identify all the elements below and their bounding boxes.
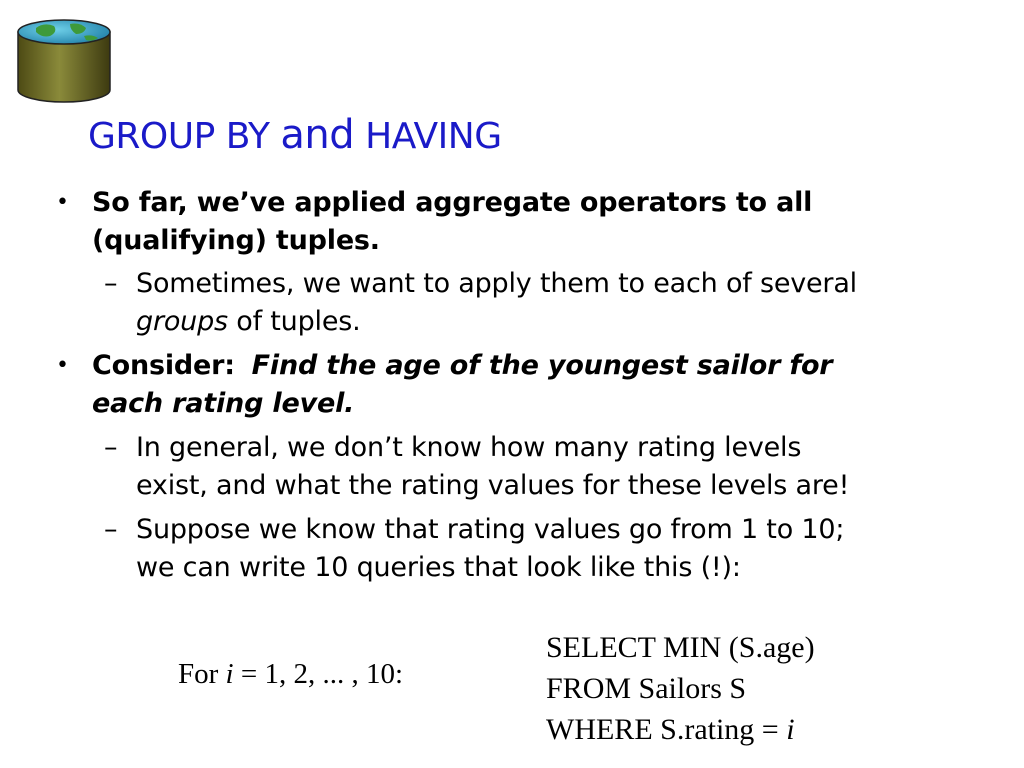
- bullet-marker: •: [56, 353, 69, 378]
- title-part1: GROUP BY: [88, 116, 281, 157]
- loop-var: i: [225, 658, 234, 690]
- query-line2: FROM Sailors S: [546, 672, 747, 705]
- sub1-line2: [136, 304, 360, 340]
- loop-prefix: For: [178, 658, 226, 690]
- sub1-line2-rest: of tuples.: [227, 306, 361, 337]
- query-line3-prefix: WHERE S.rating =: [546, 713, 787, 746]
- bullet1-line1: So far, we’ve applied aggregate operators to all: [92, 187, 813, 218]
- sub1-line1: Sometimes, we want to apply them to each of several: [136, 268, 857, 299]
- bullet2-italic1: Find the age of the youngest sailor for: [251, 350, 833, 381]
- loop-statement: [178, 654, 403, 694]
- bullet2-line2: each rating level.: [92, 388, 355, 419]
- bullet-marker: •: [56, 190, 69, 215]
- sub2-line1: In general, we don’t know how many rating levels: [136, 432, 802, 463]
- query-line1: SELECT MIN (S.age): [546, 631, 815, 664]
- query-line3: [546, 710, 795, 750]
- sub1-groups: groups: [136, 306, 228, 337]
- sub3-line2: we can write 10 queries that look like this (!):: [136, 552, 741, 583]
- bullet2-label: Consider:: [92, 350, 235, 381]
- title-part3: HAVING: [354, 116, 502, 157]
- loop-suffix: = 1, 2, ... , 10:: [233, 658, 404, 690]
- dash-marker: –: [104, 514, 118, 545]
- sub2-line2: exist, and what the rating values for these levels are!: [136, 470, 850, 501]
- dash-marker: –: [104, 268, 118, 299]
- bullet1-line2: (qualifying) tuples.: [92, 225, 380, 256]
- query-line3-var: i: [786, 713, 795, 746]
- title-part2: and: [280, 112, 355, 158]
- bullet2-line1: [92, 348, 832, 384]
- dash-marker: –: [104, 432, 118, 463]
- sub3-line1: Suppose we know that rating values go from 1 to 10;: [136, 514, 845, 545]
